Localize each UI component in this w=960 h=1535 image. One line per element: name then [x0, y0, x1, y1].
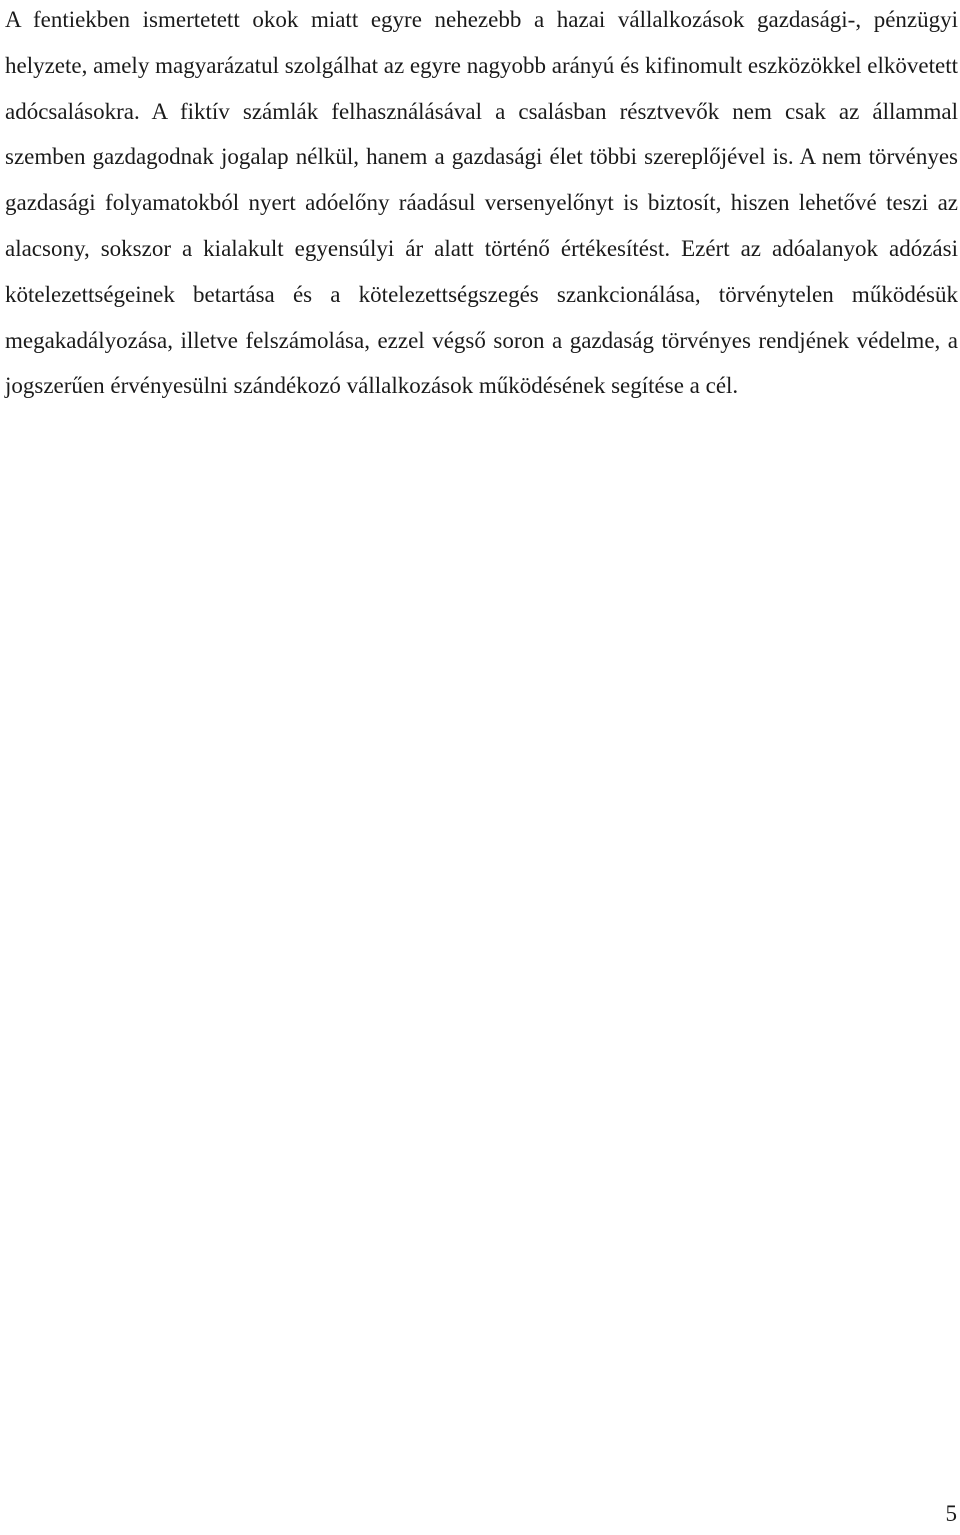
body-paragraph: A fentiekben ismertetett okok miatt egyre nehezebb a hazai vállalkozások gazdasági-, pénzügyi helyzete, amely magyarázatul szolgálhat az egyre nagyobb arányú és kifinomult eszközökkel elkövetett adócsalásokra. A fiktív számlák felhasználásával a csalásban résztvevők nem csak az állammal szemben gazdagodnak jogalap nélkül, hanem a gazdasági élet többi szereplőjével is. A nem törvényes gazdasági folyamatokból nyert adóelőny ráadásul versenyelőnyt is biztosít, hiszen lehetővé teszi az alacsony, sokszor a kialakult egyensúlyi ár alatt történő értékesítést. Ezért az adóalanyok adózási kötelezettségeinek betartása és a kötelezettségszegés szankcionálása, törvénytelen működésük megakadályozása, illetve felszámolása, ezzel végső soron a gazdaság törvényes rendjének védelme, a jogszerűen érvényesülni szándékozó vállalkozások működésének segítése a cél.: [5, 7, 958, 399]
page-number: 5: [945, 1501, 957, 1526]
